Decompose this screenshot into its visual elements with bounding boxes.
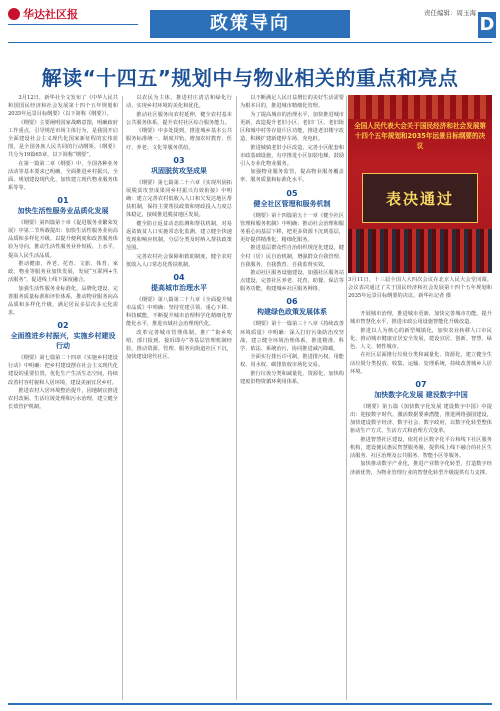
paragraph: 全面实行排污许可制，推进排污权、用能权、用水权、碳排放权市场化交易。 xyxy=(240,354,344,369)
column-3 xyxy=(240,94,344,702)
paragraph: 开展城市治理，推进城市更新，加快完善城市功能。提升城市智慧化水平，推进市政公用设施智能化升级改造。 xyxy=(350,311,492,326)
logo-seal-icon xyxy=(8,8,20,20)
headline: 解读“十四五”规划中与物业相关的重点和亮点 xyxy=(41,66,459,90)
subhead-07: 07 加快数字化发展 建设数字中国 xyxy=(374,379,468,399)
column-rule xyxy=(122,96,123,700)
editor-line: 责任编辑：周玉海 xyxy=(424,9,476,17)
ceiling-lights xyxy=(348,95,492,119)
paragraph: 推动社区服务向农村延伸，健全农村基本公共服务体系，提升农村社区综合服务能力。 xyxy=(126,111,232,126)
newspaper-name: 华达社区报 xyxy=(23,8,78,21)
column-2 xyxy=(126,94,232,702)
paragraph: 加强物业服务监管，提高物业服务覆盖率、服务质量和标准化水平。 xyxy=(240,169,344,184)
top-rule-left xyxy=(8,24,138,25)
footer-rule xyxy=(8,703,492,705)
paragraph: 推动社区服务设施建设，加强社区服务站点建设，完善社区养老、托育、助餐、保洁等服务功能，构建城乡社区服务网络。 xyxy=(240,270,344,293)
header-divider xyxy=(8,42,492,43)
subhead-03: 03 巩固脱贫攻坚成果 xyxy=(151,155,207,175)
vote-result-text: 表决通过 xyxy=(385,190,454,208)
paragraph: 推动健康、养老、托育、文旅、体育、家政、物业等服务业加快发展，发展“互联网+生活服务”，促进线上线下深度融合。 xyxy=(8,261,118,284)
page-letter: D xyxy=(478,12,496,38)
column-rule xyxy=(346,96,347,700)
paragraph: 《纲要》主要阐明国家战略意图，明确政府工作重点，引导规范市场主体行为，是我国开启全面建设社会主义现代化国家新征程的宏伟蓝图，是全国各族人民共同的行动纲领。《纲要》共分为19篇65章，以下简称“纲要”。 xyxy=(8,119,118,159)
paragraph: 推进以人为核心的新型城镇化，加快农业转移人口市民化，推动城市健康宜居安全发展，建设宜居、创新、智慧、绿色、人文、韧性城市。 xyxy=(350,327,492,350)
column-1 xyxy=(8,94,118,702)
delegates-crowd xyxy=(348,229,492,273)
subhead-05: 05 健全社区管理和服务机制 xyxy=(253,188,331,208)
paragraph: 完善农村社会保障和救助制度，健全农村低收入人口常态化帮扶机制。 xyxy=(126,253,232,268)
subhead-01: 01 加快生活性服务业品质化发展 xyxy=(17,196,109,216)
paragraph: 在社区层面推行垃圾分类和减量化、资源化，建立健全生活垃圾分类投放、收集、运输、处理系统，持续改善城乡人居环境。 xyxy=(350,352,492,375)
masthead xyxy=(0,0,500,46)
header-meta-right xyxy=(424,8,476,18)
paragraph: 以农民为主体，推进村庄清洁和绿化行动，实现乡村环境的美化和优化。 xyxy=(126,95,232,110)
paragraph: 《纲要》第十一篇第三十八章《持续改善环境质量》中明确：深入打好污染防治攻坚战，建立健全环境治理体系，推进精准、科学、依法、系统治污，协同推进减污降碳。 xyxy=(240,321,344,352)
section-title: 政策导向 xyxy=(150,10,350,38)
paragraph: 推行垃圾分类和减量化、资源化，加快构建废旧物资循环利用体系。 xyxy=(240,371,344,386)
newspaper-logo xyxy=(8,6,78,22)
column-rule xyxy=(236,96,237,700)
paragraph: 加强生活性服务业标准化、品牌化建设，完善服务质量标准和评价体系，推动物业服务向高品质和多样化升级，满足居民多层次多元化需求。 xyxy=(8,285,118,317)
column-4 xyxy=(350,310,492,700)
paragraph: 在第一篇第二章（纲要）中，全国各种业务活动等基本要求已明确，全面推进乡村振兴，全面、规划建设现代化、加快建立现代物业服务体系等等。 xyxy=(8,160,118,192)
paragraph: 《纲要》第十四篇第五十一章《健全社区管理和服务机制》中明确：推动社会治理和服务重心向基层下移，把更多资源下沉到基层，更好提供精准化、精细化服务。 xyxy=(240,212,344,243)
paragraph: 3月12日，新华社全文发布了《中华人民共和国国民经济和社会发展第十四个五年规划和2035年远景目标纲要》（以下简称《纲要》）。 xyxy=(8,95,118,118)
paragraph: 推进城镇老旧小区改造，完善小区配套和市政基础设施，有序推进小区加装电梯，鼓励引入专业化物业服务。 xyxy=(240,144,344,167)
paragraph: 加快推动数字产业化，推进产业数字化转型，打造数字经济新优势，为物业管理行业的智慧化转型升级提供有力支撑。 xyxy=(350,461,492,476)
vote-display-board xyxy=(362,173,478,223)
subhead-06: 06 构建绿色政策发展体系 xyxy=(257,297,327,317)
paragraph: 《纲要》第四篇第十章《促进服务业繁荣发展》中第二节所载提出：加快生活性服务业向高品质和多样化升级。以提升便利度和改善服务体验为导向，推动生活性服务业补短板、上水平，提高人民生活品质。 xyxy=(8,220,118,259)
subhead-02: 02 全面推进乡村振兴，实施乡村建设行动 xyxy=(10,321,116,351)
paragraph: 《纲要》第七篇第二十六章《实现巩固拓展脱贫攻坚成果同乡村振兴有效衔接》中明确：建立完善农村低收入人口和欠发达地区帮扶机制，保持主要帮扶政策和财政投入力度总体稳定，接续推进脱贫地区发展。 xyxy=(126,179,232,219)
paragraph: 健全防止返贫动态监测和帮扶机制，对易返贫致贫人口实施常态化监测，建立健全快速发现和响应机制，分层分类及时纳入帮扶政策范围。 xyxy=(126,220,232,251)
paragraph: 《纲要》第八篇第二十九章《全面提升城市品质》中明确：坚持党建引领、重心下移、科技赋能，不断提升城市治理科学化精细化智能化水平，推进市域社会治理现代化。 xyxy=(126,296,232,327)
photo-caption: 3月11日，十三届全国人大四次会议在北京人民大会堂闭幕。会议表决通过了关于国民经济和社会发展第十四个五年规划和2035年远景目标纲要的决议。新华社记者 摄 xyxy=(348,277,492,300)
photo-banner-text: 全国人民代表大会关于国民经济和社会发展第十四个五年规划和2035年远景目标纲要的决议 xyxy=(354,122,486,150)
news-photo xyxy=(348,95,492,273)
paragraph: 为了提高城市的治理水平，加快推进城市更新，改造提升老旧小区、老旧厂区、老旧街区和城中村等存量片区功能，推进老旧楼宇改造，积极扩建新建停车场、充电桩。 xyxy=(240,111,344,142)
paragraph: 《纲要》第七篇第二十四章《实施乡村建设行动》中明确：把乡村建设摆在社会主义现代化建设的重要位置，优化生产生活生态空间，持续改善村容村貌和人居环境，建设美丽宜居乡村。 xyxy=(8,355,118,386)
subhead-04: 04 提高城市治理水平 xyxy=(151,272,207,292)
paragraph: 以不断满足人民日益增长的美好生活需要为根本目的，推进城市精细化管理。 xyxy=(240,95,344,110)
paragraph: 推进农村人居环境整治提升，因地制宜推进农村改厕、生活垃圾处理和污水治理，建立健全长效管护机制。 xyxy=(8,388,118,411)
paragraph: 《纲要》中多处提到，推进城乡基本公共服务标准统一、制度并轨，增加农村教育、医疗、养老、文化等服务供给。 xyxy=(126,128,232,151)
paragraph: 《纲要》第五篇《加快数字化发展 建设数字中国》中提出：迎接数字时代，激活数据要素潜能，推进网络强国建设，加快建设数字经济、数字社会、数字政府，以数字化转型整体驱动生产方式、生活方式和治理方式变革。 xyxy=(350,403,492,435)
paragraph: 推进智慧社区建设，依托社区数字化平台和线下社区服务机构，建设便民惠民智慧服务圈，提供线上线下融合的社区生活服务、社区治理及公共服务、智能小区等服务。 xyxy=(350,436,492,459)
paragraph: 推进基层群众性自治组织规范化建设，健全村（居）民自治机制，增强群众自我管理、自我服务、自我教育、自我监督实效。 xyxy=(240,245,344,268)
paragraph: 改革完善城市管理体制，推广“街乡吹哨、部门报到、接诉即办”等基层管理机制经验，推动资源、管理、服务向街道社区下沉，加快建设现代社区。 xyxy=(126,329,232,360)
